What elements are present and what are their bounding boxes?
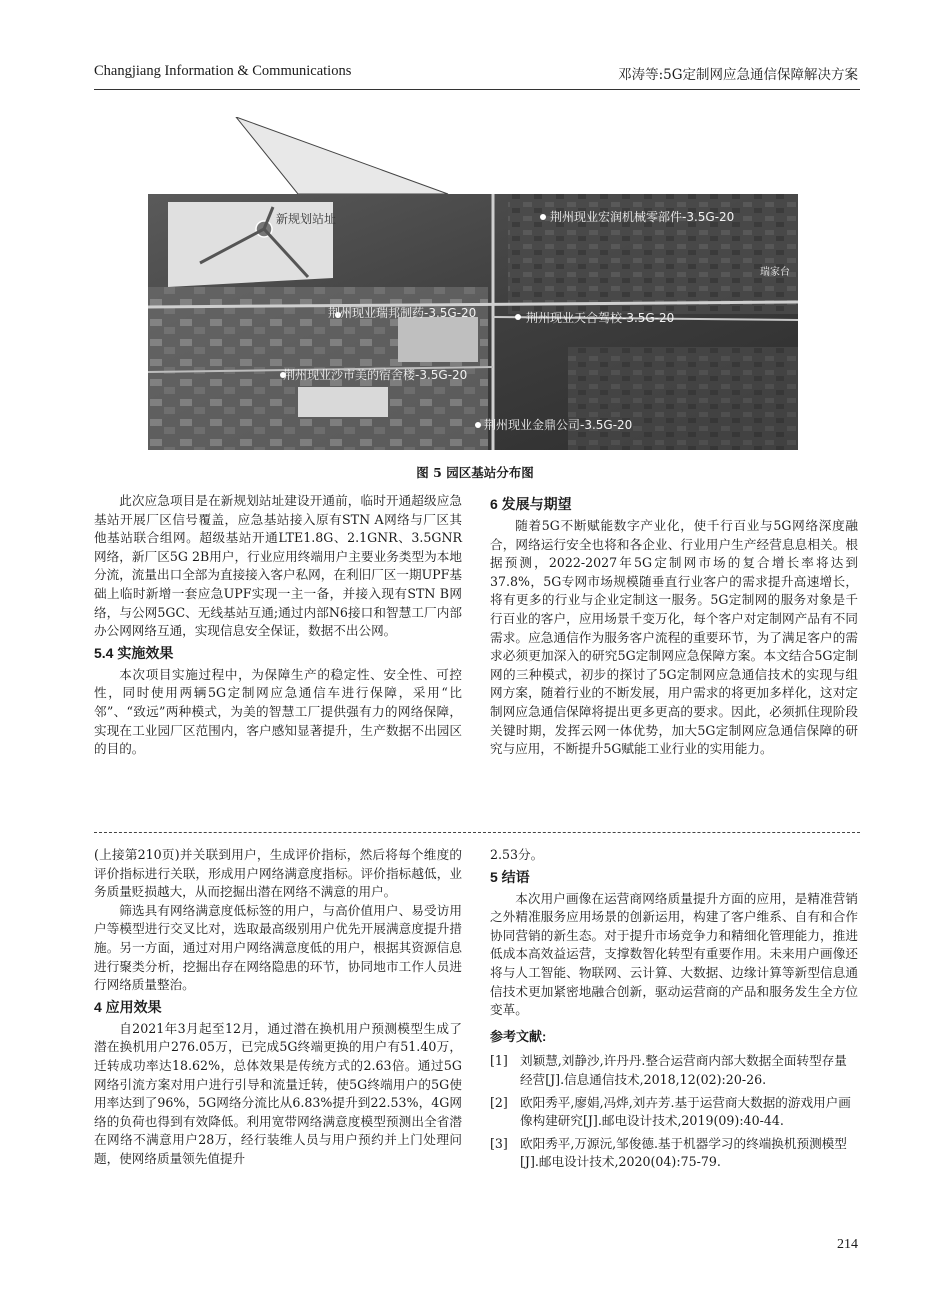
callout-beam <box>236 117 448 194</box>
section-heading-5-4: 5.4 实施效果 <box>94 644 174 661</box>
section-heading-5: 5 结语 <box>490 868 530 885</box>
journal-name: Changjiang Information & Communications <box>94 63 352 79</box>
page-number: 214 <box>837 1237 858 1252</box>
label-planned-site: 新规划站址 <box>276 212 337 226</box>
upper-left-column <box>94 492 462 759</box>
label-jinding: 荆州现业金鼎公司-3.5G-20 <box>484 418 633 432</box>
paragraph: 此次应急项目是在新规划站址建设开通前，临时开通超级应急基站开展厂区信号覆盖，应急基站接入原有STN A网络与厂区其他基站联合组网。超级基站开通LTE1.8G、2.1GNR、3.5GNR网络，新厂区5G 2B用户，行业应用终端用户主要业务类型为本地分流，流量出口全部为直接接入客户私网，在利旧厂区一期UPF基础上临时新增一套应急UPF实现一主一备，并接入现有STN B网络，与公网5GC、无线基站互通;通过内部N6接口和智慧工厂内部办公网网络互通，实现信息安全保证，数据不出公网。 <box>94 493 462 639</box>
section-heading-6: 6 发展与期望 <box>490 496 572 512</box>
reference-number: [2] <box>490 1094 508 1110</box>
label-meide: 荆州现业沙市美的宿舍楼-3.5G-20 <box>283 368 468 382</box>
continuation-separator <box>94 832 860 833</box>
reference-item <box>490 1052 858 1089</box>
paragraph: 筛选具有网络满意度低标签的用户，与高价值用户、易受访用户等模型进行交叉比对，选取最高级别用户优先开展满意度提升措施。另一方面，通过对用户网络满意度低的用户，根据其资源信息进行聚类分析，挖掘出存在网络隐患的环节，协同地市工作人员进行网络质量整治。 <box>94 902 462 993</box>
lower-right-column <box>490 846 858 1176</box>
reference-text: 欧阳秀平,万源沅,邹俊德.基于机器学习的终端换机预测模型[J].邮电设计技术,2020(04):75-79. <box>520 1135 847 1170</box>
article-running-title: 邓涛等:5G定制网应急通信保障解决方案 <box>618 67 858 83</box>
paragraph: 2.53分。 <box>490 847 544 862</box>
reference-number: [1] <box>490 1053 508 1069</box>
reference-text: 刘颖慧,刘静沙,许丹丹.整合运营商内部大数据全面转型存量经营[J].信息通信技术,2018,12(02):20-26. <box>520 1053 847 1087</box>
paragraph: 随着5G不断赋能数字产业化，使千行百业与5G网络深度融合，网络运行安全也将和各企业、行业用户生产经营息息相关。根据预测，2022-2027年5G定制网市场的复合增长率将达到37.8%，5G专网市场规模随垂直行业客户的需求提升高速增长，将有更多的行业与企业定制这一服务。5G定制网的服务对象是千行百业的客户，应用场景千变万化，每个客户对定制网产品有不同需求。应急通信作为服务客户流程的重要环节，为了满足客户的需求必须更加深入的研究5G定制网应急保障方案。本文结合5G定制网的三种模式，初步的探讨了5G定制网应急通信技术的实现与组网方案，随着行业的不断发展，用户需求的将更加多样化，这对定制网应急通信保障将提出更多更高的要求。因此，必须抓住现阶段关键时期，发挥云网一体优势，加大5G定制网应急通信保障的研究与应用，不断提升5G赋能工业行业的实用能力。 <box>490 518 858 757</box>
header-rule <box>94 89 860 90</box>
site-distribution-map <box>148 117 798 450</box>
label-ruibang: 荆州现业瑞邦制药-3.5G-20 <box>328 306 477 320</box>
upper-right-column <box>490 492 858 759</box>
paragraph: 本次用户画像在运营商网络质量提升方面的应用，是精准营销之外精准服务应用场景的创新运用，构建了客户维系、自有和合作协同营销的新生态。对于提升市场竞争力和精细化管理能力，推进低成本高效益运营，支撑数智化转型有重要作用。未来用户画像还将与人工智能、物联网、云计算、大数据、边缘计算等新型信息通信技术更加紧密地融合创新，驱动运营商的产品和服务发生全方位变革。 <box>490 890 858 1018</box>
reference-text: 欧阳秀平,廖娟,冯烨,刘卉芳.基于运营商大数据的游戏用户画像构建研究[J].邮电设计技术,2019(09):40-44. <box>520 1094 851 1129</box>
reference-number: [3] <box>490 1135 508 1151</box>
reference-item <box>490 1135 858 1172</box>
paragraph: 自2021年3月起至12月，通过潜在换机用户预测模型生成了潜在换机用户276.05万，已完成5G终端更换的用户有51.40万，迁转成功率达18.62%，总体效果是传统方式的2.63倍。通过5G网络引流方案对用户进行引导和流量迁转，使5G终端用户的5G使用率达到了96%，5G网络分流比从6.83%提升到22.53%，4G网络的负荷也得到有效降低。利用宽带网络满意度模型预测出全省潜在网络不满意用户28万，经行装维人员与用户预约并上门处理问题，使网络质量领先值提升 <box>94 1020 462 1166</box>
site-marker <box>475 422 481 428</box>
paragraph: (上接第210页)并关联到用户，生成评价指标，然后将每个维度的评价指标进行关联，形成用户网络满意度指标。评价指标越低，业务质量贬损越大，从而挖掘出潜在网络不满意的用户。 <box>94 847 462 900</box>
section-heading-4: 4 应用效果 <box>94 998 162 1015</box>
references-title: 参考文献: <box>490 1028 547 1044</box>
figure-caption: 图 5 园区基站分布图 <box>416 465 534 480</box>
lower-left-column <box>94 846 462 1169</box>
site-marker <box>540 214 546 220</box>
paragraph: 本次项目实施过程中，为保障生产的稳定性、安全性、可控性，同时使用两辆5G定制网应急通信车进行保障，采用“比邻”、“致远”两种模式，为美的智慧工厂提供强有力的网络保障，实现在工业园厂区范围内，客户感知显著提升，生产数据不出园区的目的。 <box>94 666 462 757</box>
label-tianhe: 荆州现业天合驾校-3.5G-20 <box>526 311 675 325</box>
label-hongrun: 荆州现业宏润机械零部件-3.5G-20 <box>550 210 735 224</box>
reference-item <box>490 1094 858 1131</box>
site-marker <box>515 314 521 320</box>
label-tanghu: 瑞家台 <box>760 267 790 278</box>
